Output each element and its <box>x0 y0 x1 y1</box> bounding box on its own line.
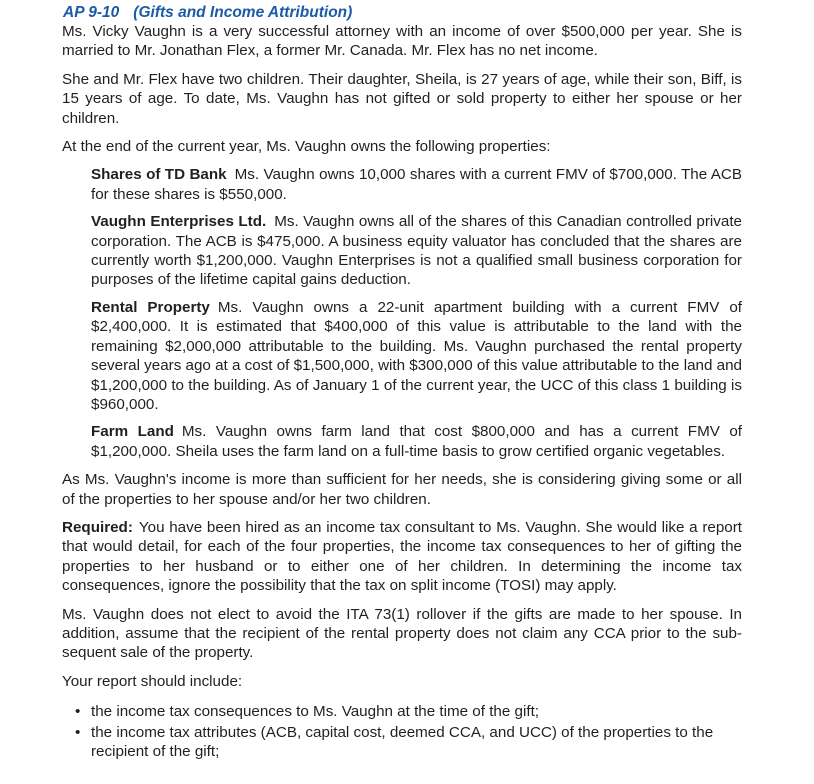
bullet-icon: • <box>75 723 81 741</box>
property-text: Ms. Vaughn owns a 22-unit apartment building with a current FMV of $2,400,000. It is estimated that $400,000 of this value is attributable to the land with the remaining $2,000,000 attributable to the building. Ms. Vaughn purchased the rental property several years ago at a cost of $1,500,000, with $300,000 of this value attributable to the land and $1,200,000 to the building. As of January 1 of the current year, the UCC of this class 1 building is $960,000. <box>91 298 743 413</box>
required-paragraph <box>62 518 742 596</box>
property-text: Ms. Vaughn owns all of the shares of this Canadian controlled private corporation. The ACB is $475,000. A business equity valuator has concluded that the shares are currently worth $1,200,000. Vaughn Enterprises is not a qualified small business corporation for purposes of the lifetime capital gains deduction. <box>91 213 743 289</box>
owns-paragraph: At the end of the current year, Ms. Vaughn owns the following properties: <box>62 138 551 156</box>
property-farm-land <box>91 422 742 461</box>
property-td-bank <box>91 165 742 204</box>
property-vaughn-enterprises <box>91 212 742 290</box>
property-heading: Rental Property <box>91 298 210 316</box>
report-paragraph: Your report should include: <box>62 672 243 690</box>
property-heading: Shares of TD Bank <box>91 166 227 184</box>
required-text: You have been hired as an income tax consultant to Ms. Vaughn. She would like a report that would detail, for each of the four properties, the income tax consequences to her of gifting the properties to her husband or to either one of her children. In determining the income tax consequences, ignore the possibility that the tax on split income (TOSI) may apply. <box>62 518 742 595</box>
list-item <box>75 702 742 721</box>
considering-paragraph: As Ms. Vaughn's income is more than sufficient for her needs, she is considering giving some or all of the properties to her spouse and/or her two children. <box>62 471 742 508</box>
property-heading: Farm Land <box>91 423 174 441</box>
property-heading: Vaughn Enterprises Ltd. <box>91 213 267 231</box>
required-label: Required: <box>62 518 133 536</box>
problem-topic: (Gifts and Income Attribution) <box>133 4 353 21</box>
bullet-text: the income tax attributes (ACB, capital cost, deemed CCA, and UCC) of the properties to the recipient of the gift; <box>91 723 714 760</box>
bullet-text: the income tax consequences to Ms. Vaughn at the time of the gift; <box>91 703 540 721</box>
property-rental <box>91 298 742 414</box>
children-paragraph: She and Mr. Flex have two children. Their daughter, Sheila, is 27 years of age, while their son, Biff, is 15 years of age. To date, Ms. Vaughn has not gifted or sold property to either her spouse or her children. <box>62 70 742 127</box>
problem-title <box>62 4 742 21</box>
intro-paragraph: Ms. Vicky Vaughn is a very successful attorney with an income of over $500,000 per year. She is married to Mr. Jonathan Flex, a former Mr. Canada. Mr. Flex has no net income. <box>62 23 742 60</box>
rollover-paragraph: Ms. Vaughn does not elect to avoid the ITA 73(1) rollover if the gifts are made to her spouse. In addition, assume that the recipient of the rental property does not claim any CCA prior to the sub-sequent sale of the property. <box>62 605 742 662</box>
report-bullet-list <box>62 702 742 761</box>
problem-number: AP 9-10 <box>63 4 120 21</box>
property-text: Ms. Vaughn owns 10,000 shares with a current FMV of $700,000. The ACB for these shares is $550,000. <box>91 166 742 203</box>
property-text: Ms. Vaughn owns farm land that cost $800,000 and has a current FMV of $1,200,000. Sheila uses the farm land on a full-time basis to grow certified organic vegetables. <box>91 423 742 460</box>
bullet-icon: • <box>75 703 81 721</box>
list-item <box>75 723 742 762</box>
